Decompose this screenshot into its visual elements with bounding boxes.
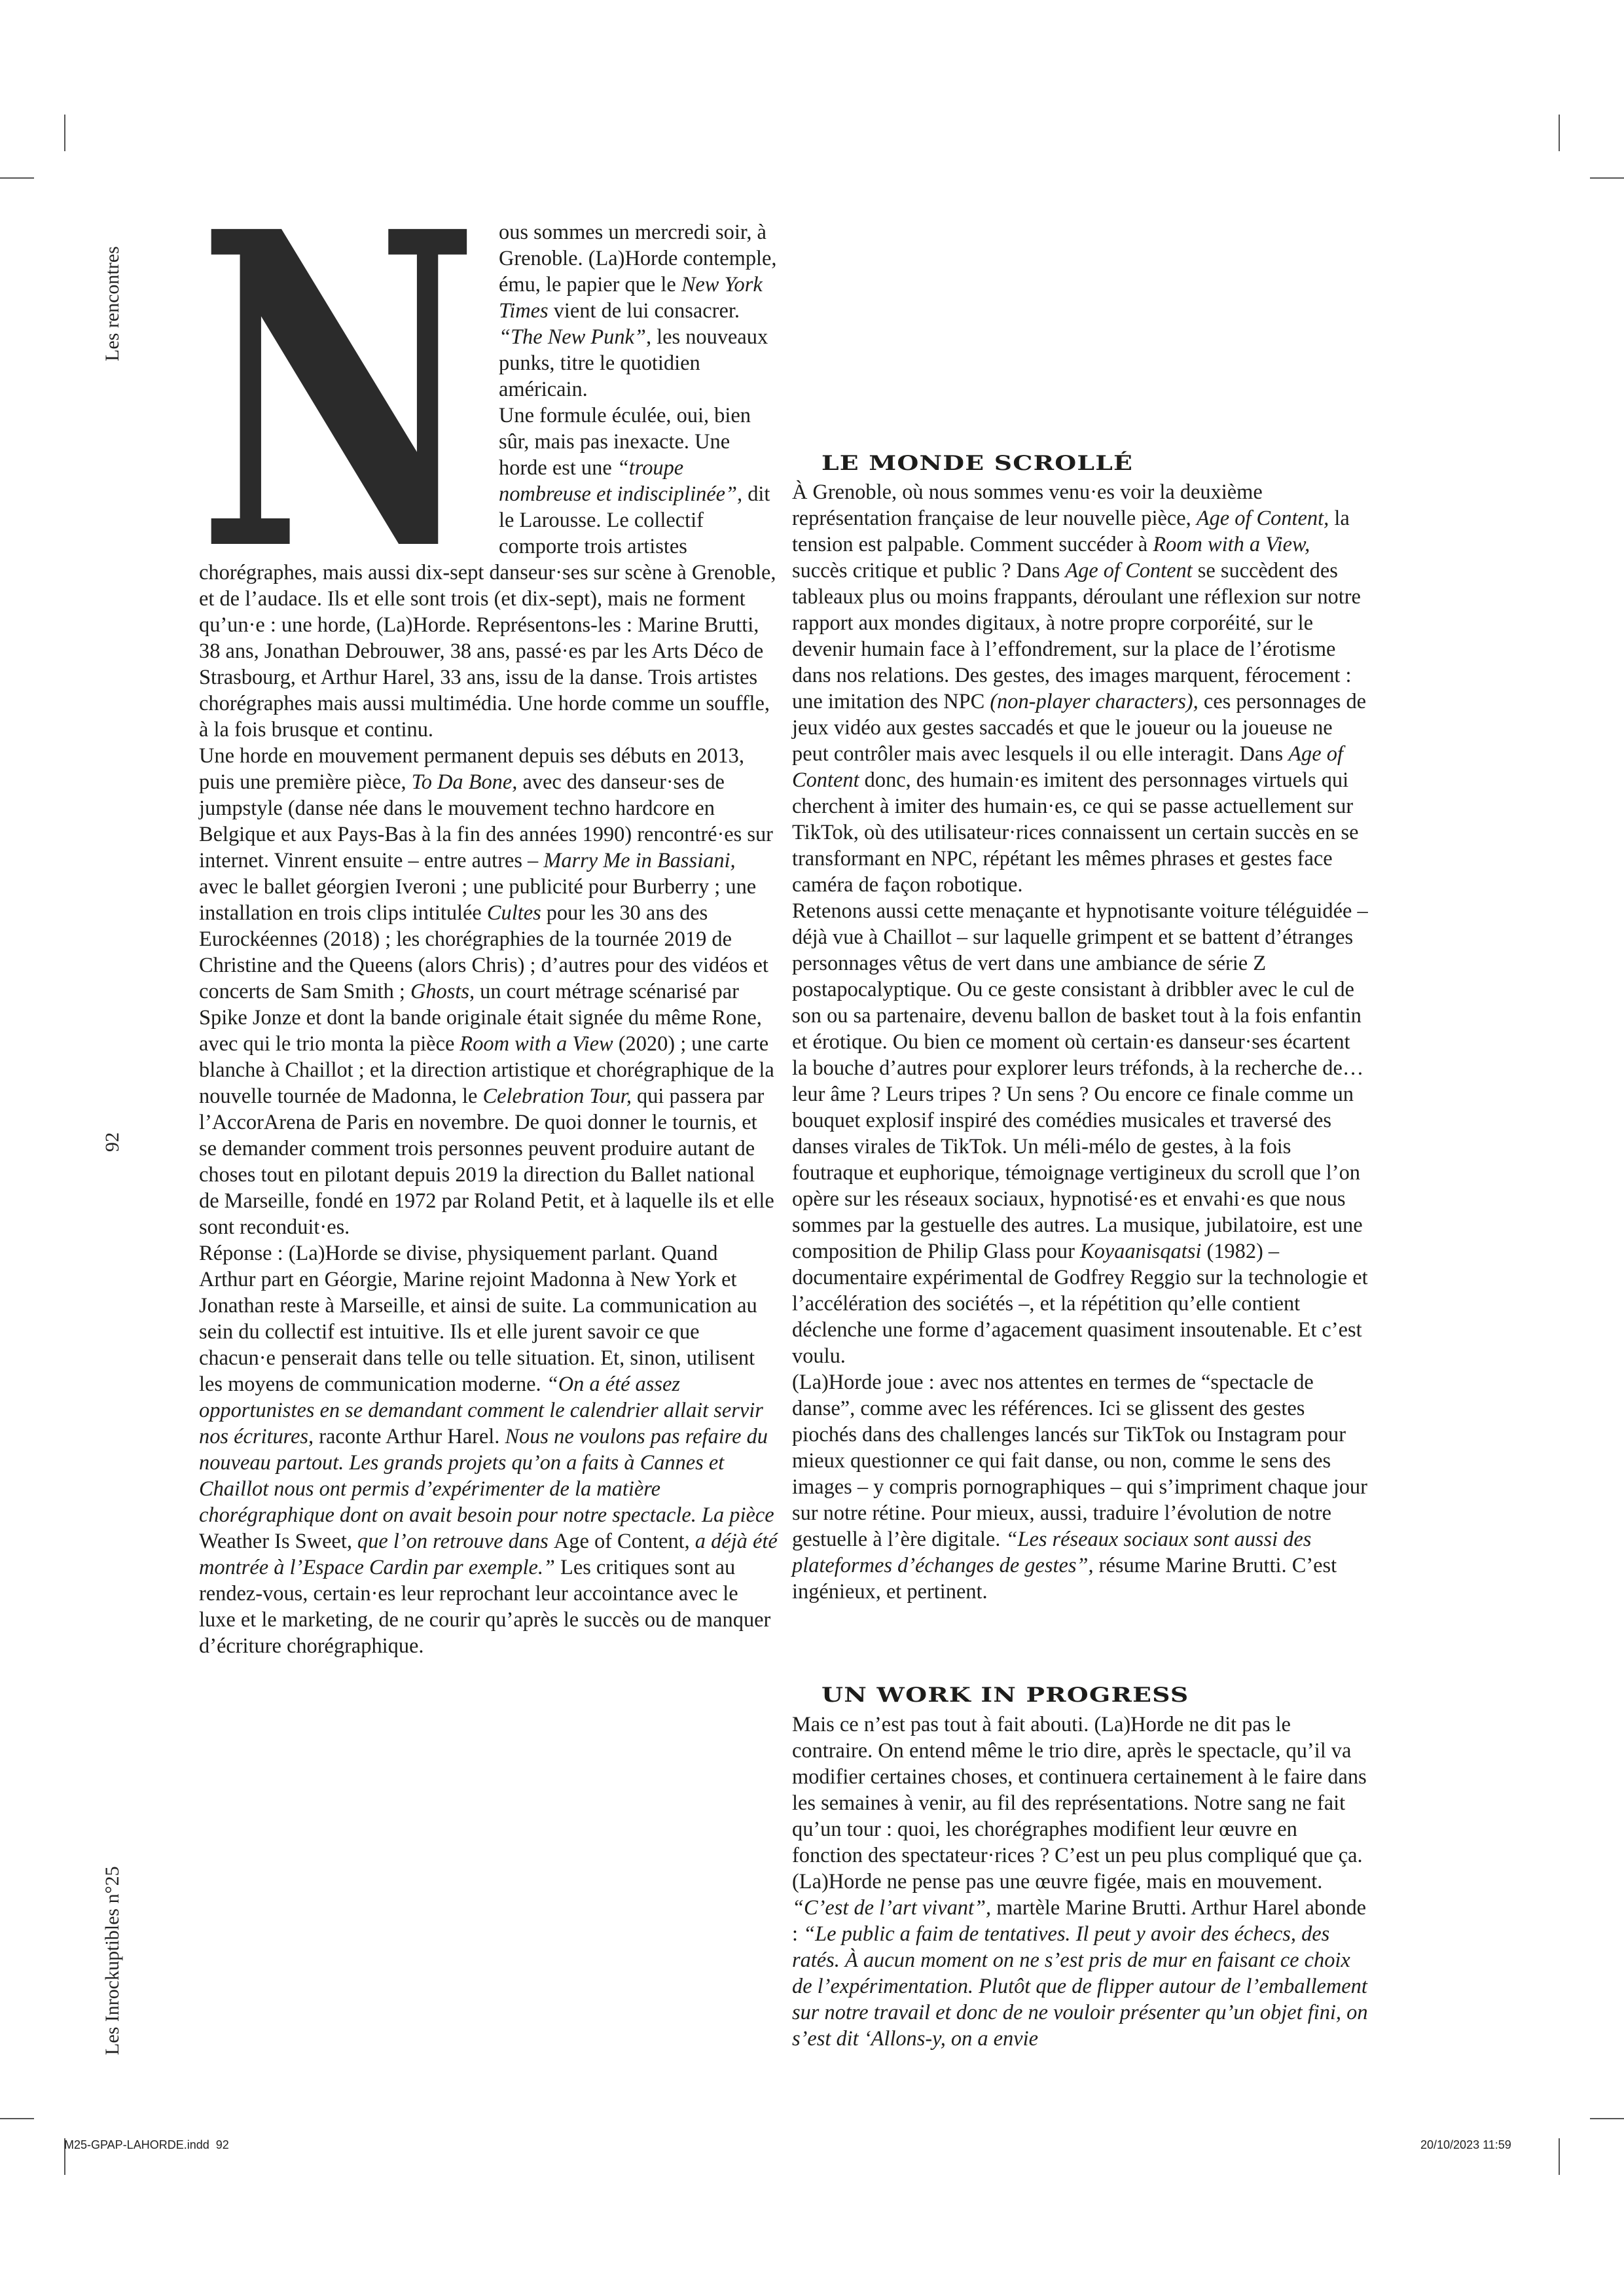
text-run: Celebration Tour, [482, 1085, 632, 1108]
text-run: donc, des humain·es imitent des personnages virtuels qui cherchent à imiter des humain·es, ce qui se passe actuellement sur TikTok, où des utilisateur·rices connaissent un certain succès en se transformant en NPC, répétant les mêmes phrases et gestes face caméra de façon robotique. [792, 768, 1359, 897]
section-body [792, 1712, 1368, 2052]
section-heading: LE MONDE SCROLLÉ [821, 452, 1134, 475]
magazine-issue: Les Inrockuptibles n°25 [101, 1866, 123, 2055]
text-run: pour les 30 ans des Eurockéennes (2018) ; les chorégraphies de la tournée 2019 de Christine and the Queens (alors Chris) ; d’autres pour des vidéos et concerts de Sam Smith ; [199, 901, 768, 1003]
footer-page: 92 [215, 2138, 229, 2151]
text-run: dit le Larousse. Le collectif comporte trois artistes chorégraphes, mais aussi dix-sept danseur·ses sur scène à Grenoble, et de l’audace. Ils et elle sont trois (et dix-sept), mais ne forment qu’un·e : une horde, (La)Horde. Représentons-les : Marine Brutti, 38 ans, Jonathan Debrouwer, 38 ans, passé·es par les Arts Déco de Strasbourg, et Arthur Harel, 33 ans, issu de la danse. Trois artistes chorégraphes mais aussi multimédia. Une horde comme un souffle, à la fois brusque et continu. [199, 482, 776, 742]
text-run: qui passera par l’AccorArena de Paris en novembre. De quoi donner le tournis, et se demander comment trois personnes peuvent produire autant de choses tout en pilotant depuis 2019 la direction du Ballet national de Marseille, fondé en 1972 par Roland Petit, et à laquelle ils et elle sont reconduit·es. [199, 1085, 774, 1239]
text-run: Mais ce n’est pas tout à fait abouti. (La)Horde ne dit pas le contraire. On entend même le trio dire, après le spectacle, qu’il va modifier certaines choses, et continuera certainement à le faire dans les semaines à venir, au fil des représentations. Notre sang ne fait qu’un tour : quoi, les chorégraphes modifient leur œuvre en fonction des spectateur·rices ? C’est un peu plus compliqué que ça. (La)Horde ne pense pas une œuvre figée, mais en mouvement. [792, 1713, 1367, 1893]
text-run: “On a été assez opportunistes en se demandant comment le calendrier allait servir nos écritures, [199, 1372, 763, 1448]
crop-mark [1590, 177, 1624, 179]
paragraph [199, 743, 778, 1240]
text-run: ces personnages de jeux vidéo aux gestes saccadés et que le joueur ou la joueuse ne peut contrôler mais avec lesquels il ou elle interagit. Dans [792, 690, 1367, 766]
text-run: Age of Content [1065, 559, 1193, 583]
text-run: Ghosts, [410, 980, 475, 1003]
paragraph [199, 1240, 778, 1659]
crop-mark [64, 115, 65, 151]
text-run: (1982) – documentaire expérimental de Godfrey Reggio sur la technologie et l’accélération des sociétés –, et la répétition qu’elle contient déclenche une forme d’agacement quasiment insoutenable. Et c’est voulu. [792, 1240, 1368, 1368]
svg-text:N: N [198, 219, 479, 550]
text-run: Une horde en mouvement permanent depuis ses débuts en 2013, puis une première pièce, [199, 744, 744, 794]
section-body [792, 479, 1368, 1605]
section-heading: UN WORK IN PROGRESS [821, 1683, 1189, 1707]
paragraph [792, 479, 1368, 898]
article-column-right-top [792, 479, 1368, 1605]
text-run: a déjà été montrée à l’Espace Cardin par exemple.” [199, 1530, 778, 1579]
text-run: que l’on retrouve dans [352, 1530, 554, 1553]
text-run: raconte Arthur Harel. [314, 1425, 505, 1448]
footer-file [64, 2138, 229, 2152]
text-run: Weather Is Sweet, [199, 1530, 352, 1553]
crop-mark [1559, 115, 1560, 151]
page-number: 92 [101, 1132, 123, 1152]
article-column-left [199, 219, 778, 1659]
paragraph [792, 898, 1368, 1369]
text-run: Cultes [486, 901, 541, 925]
text-run: Les critiques sont au rendez-vous, certain·es leur reprochant leur accointance avec le luxe et le marketing, de ne courir qu’après le succès ou de manquer d’écriture chorégraphique. [199, 1556, 771, 1658]
paragraph [792, 1369, 1368, 1605]
crop-mark [1590, 2118, 1624, 2119]
text-run: “Le public a faim de tentatives. Il peut y avoir des échecs, des ratés. À aucun moment on ne s’est pris de mur en faisant ce choix de l’expérimentation. Plutôt que de flipper autour de l’emballement sur notre travail et donc de ne vouloir présenter qu’un objet fini, on s’est dit ‘Allons-y, on a envie [792, 1922, 1368, 2051]
text-run: un court métrage scénarisé par Spike Jonze et dont la bande originale était signée du même Rone, avec qui le trio monta la pièce [199, 980, 762, 1056]
crop-mark [1559, 2138, 1560, 2175]
text-run: Réponse : (La)Horde se divise, physiquement parlant. Quand Arthur part en Géorgie, Marine rejoint Madonna à New York et Jonathan reste à Marseille, et ainsi de suite. La communication au sein du collectif est intuitive. Ils et elle jurent savoir ce que chacun·e penserait dans telle ou telle situation. Et, sinon, utilisent les moyens de communication moderne. [199, 1242, 757, 1396]
drop-cap [198, 219, 479, 550]
text-run: succès critique et public ? Dans [792, 559, 1066, 583]
text-run: To Da Bone, [411, 770, 518, 794]
crop-mark [0, 177, 34, 179]
paragraph [792, 1712, 1368, 2052]
text-run: résume Marine Brutti. C’est ingénieux, et pertinent. [792, 1554, 1337, 1604]
text-run: Retenons aussi cette menaçante et hypnotisante voiture téléguidée – déjà vue à Chaillot – sur laquelle grimpent et se battent d’étranges personnages vêtus de vert dans une ambiance de série Z postapocalyptique. Ou ce geste consistant à dribbler avec le cul de son ou sa partenaire, devenu ballon de basket tout à la fois enfantin et érotique. Ou bien ce moment où certain·es danseur·ses écartent la bouche d’autres pour explorer leurs tréfonds, à la recherche de… leur âme ? Leurs tripes ? Un sens ? Ou encore ce finale comme un bouquet explosif inspiré des comédies musicales et traversé des danses virales de TikTok. Un méli-mélo de gestes, à la fois foutraque et euphorique, témoignage vertigineux du scroll que l’on opère sur les réseaux sociaux, hypnotisé·es et envahi·es que nous sommes par la gestuelle des autres. La musique, jubilatoire, est une composition de Philip Glass pour [792, 899, 1368, 1263]
footer-datetime: 20/10/2023 11:59 [1420, 2138, 1511, 2151]
text-run: À Grenoble, où nous sommes venu·es voir la deuxième représentation française de leur nouvelle pièce, [792, 480, 1263, 530]
text-run: “C’est de l’art vivant”, [792, 1896, 992, 1920]
text-run: New York Times [499, 273, 763, 323]
text-run: , les nouveaux punks, titre le quotidien américain. [499, 325, 768, 401]
text-run: ous sommes un mercredi soir, à Grenoble. (La)Horde contemple, ému, le papier que le [499, 221, 777, 296]
text-run: (non-player characters), [990, 690, 1199, 713]
text-run: Age of Content, [1196, 507, 1329, 530]
text-run: se succèdent des tableaux plus ou moins frappants, déroulant une réflexion sur notre rapport aux mondes digitaux, à notre propre corporéité, sur le devenir humain face à l’effondrement, sur la place de l’érotisme dans nos relations. Des gestes, des images marquent, férocement : une imitation des NPC [792, 559, 1361, 713]
article-column-right-bottom [792, 1712, 1368, 2052]
text-run: Age of Content [792, 742, 1343, 792]
text-run: Age of Content, [553, 1530, 690, 1553]
text-run: avec des danseur·ses de jumpstyle (danse née dans le mouvement techno hardcore en Belgique et aux Pays-Bas à la fin des années 1990) rencontré·es sur internet. Vinrent ensuite – entre autres – [199, 770, 773, 872]
text-run: “Les réseaux sociaux sont aussi des plateformes d’échanges de gestes”, [792, 1528, 1312, 1577]
text-run: (2020) ; une carte blanche à Chaillot ; et la direction artistique et chorégraphique de la nouvelle tournée de Madonna, le [199, 1032, 774, 1108]
text-run: avec le ballet géorgien Iveroni ; une publicité pour Burberry ; une installation en trois clips intitulée [199, 875, 757, 925]
footer-filename: M25-GPAP-LAHORDE.indd [64, 2138, 209, 2151]
text-run: Room with a View [460, 1032, 613, 1056]
text-run: Une formule éculée, oui, bien sûr, mais pas inexacte. Une horde est une [499, 404, 751, 480]
text-run: vient de lui consacrer. [548, 299, 740, 323]
text-run: martèle Marine Brutti. Arthur Harel abonde : [792, 1896, 1367, 1946]
text-run: (La)Horde joue : avec nos attentes en termes de “spectacle de danse”, comme avec les références. Ici se glissent des gestes piochés dans des challenges lancés sur TikTok ou Instagram pour mieux questionner ce qui fait danse, ou non, comme le sens des images – y compris pornographiques – qui s’impriment chaque jour sur notre rétine. Pour mieux, aussi, traduire l’évolution de notre gestuelle à l’ère digitale. [792, 1371, 1367, 1551]
section-label: Les rencontres [101, 246, 123, 361]
text-run: Room with a View, [1153, 533, 1310, 556]
crop-mark [0, 2118, 34, 2119]
text-run: Nous ne voulons pas refaire du nouveau partout. Les grands projets qu’on a faits à Cannes et Chaillot nous ont permis d’expérimenter de la matière chorégraphique dont on avait besoin pour notre spectacle. La pièce [199, 1425, 774, 1527]
text-run: Koyaanisqatsi [1079, 1240, 1202, 1263]
text-run: “troupe nombreuse et indisciplinée”, [499, 456, 743, 506]
text-run: la tension est palpable. Comment succéder à [792, 507, 1350, 556]
text-run: “The New Punk” [499, 325, 646, 349]
text-run: Marry Me in Bassiani, [543, 849, 736, 872]
